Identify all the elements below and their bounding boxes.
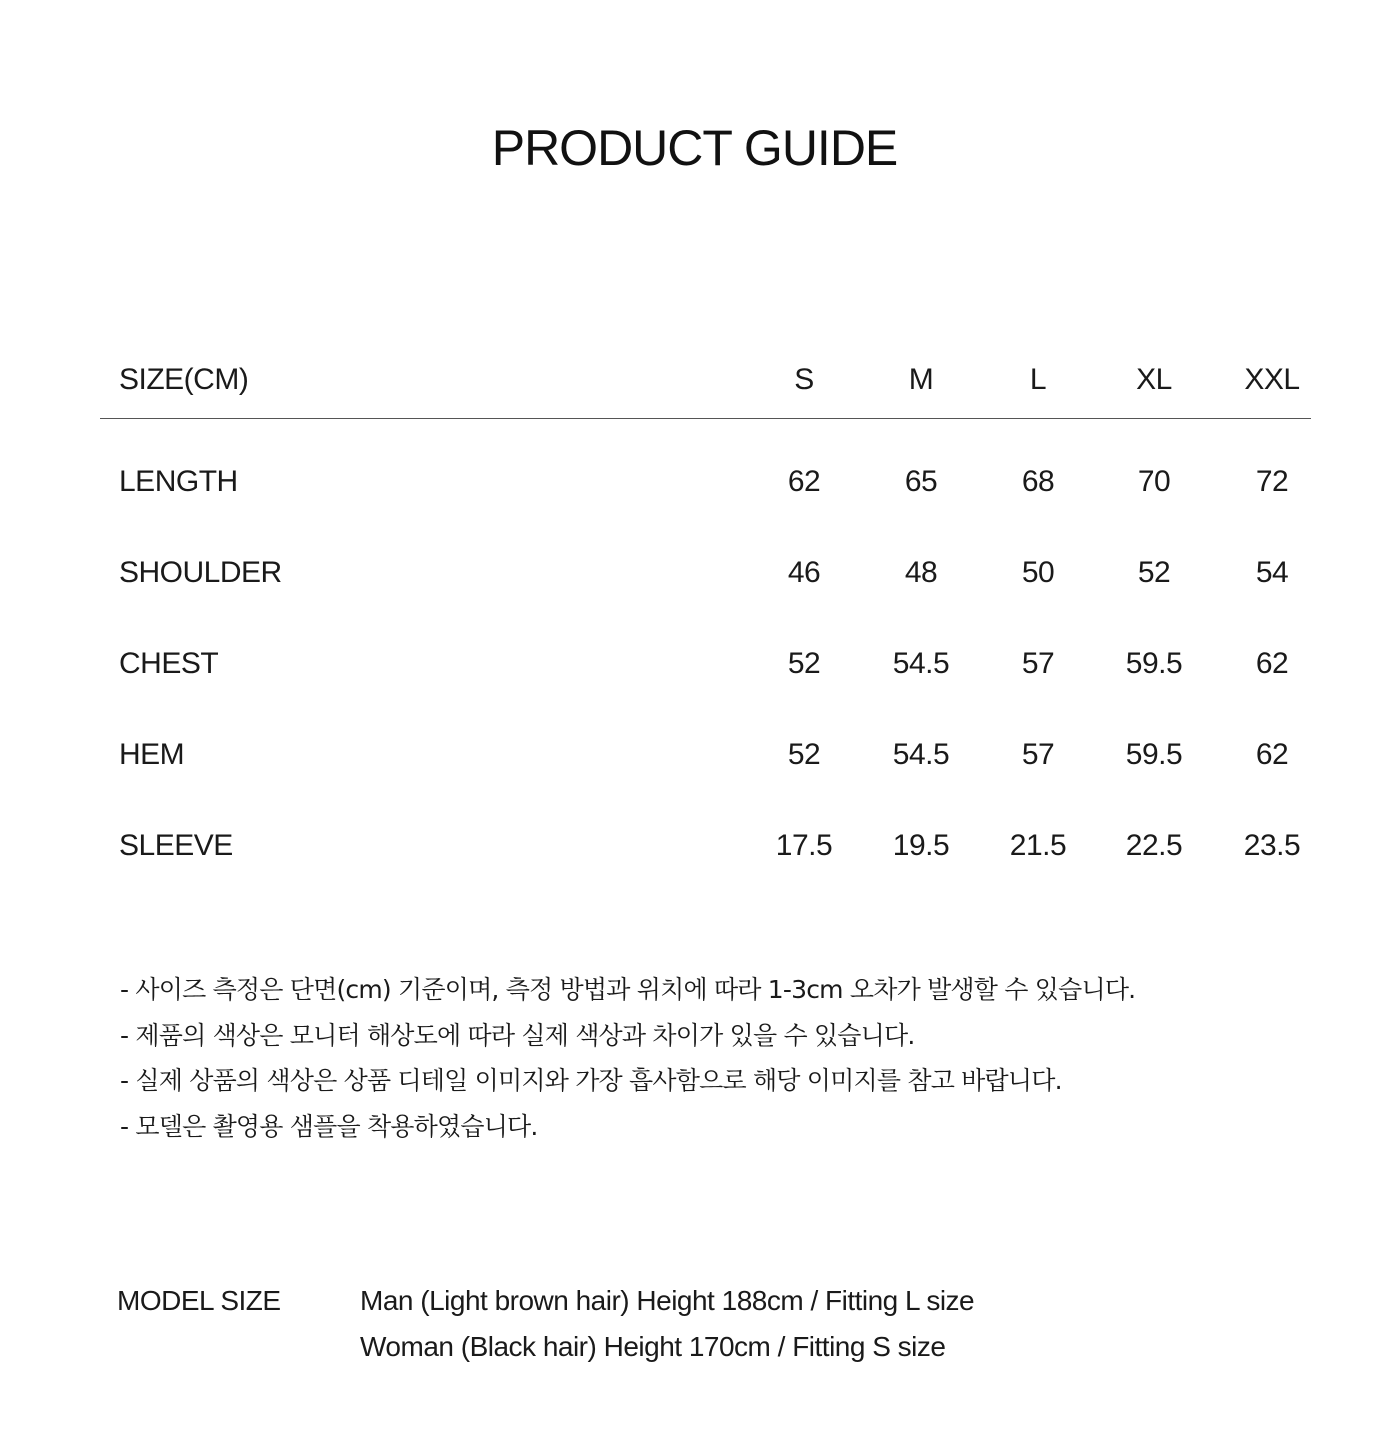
table-cell: 70 <box>1137 465 1171 498</box>
note-measurement: - 사이즈 측정은 단면(cm) 기준이며, 측정 방법과 위치에 따라 1-3cm 오차가 발생할 수 있습니다. <box>120 975 1136 1004</box>
table-cell: 54 <box>1255 556 1289 589</box>
table-cell: 19.5 <box>892 829 950 862</box>
table-cell: 59.5 <box>1125 647 1183 680</box>
size-table-header <box>100 352 1311 408</box>
table-row-hem <box>100 727 1311 818</box>
table-cell: 46 <box>787 556 821 589</box>
table-cell: 72 <box>1255 465 1289 498</box>
table-cell: 65 <box>904 465 938 498</box>
row-label: CHEST <box>119 647 219 680</box>
table-cell: 62 <box>787 465 821 498</box>
table-row-chest <box>100 636 1311 727</box>
table-cell: 57 <box>1021 647 1055 680</box>
table-cell: 50 <box>1021 556 1055 589</box>
table-cell: 62 <box>1255 647 1289 680</box>
row-label: SHOULDER <box>119 556 282 589</box>
header-label: SIZE(CM) <box>119 363 249 396</box>
row-label: HEM <box>119 738 185 771</box>
model-size-lines <box>360 1278 974 1370</box>
table-cell: 23.5 <box>1243 829 1301 862</box>
table-row-length <box>100 454 1311 545</box>
row-label: LENGTH <box>119 465 238 498</box>
table-cell: 52 <box>787 647 821 680</box>
note-model-sample: - 모델은 촬영용 샘플을 착용하였습니다. <box>120 1111 538 1141</box>
size-header-s: S <box>794 363 814 396</box>
table-cell: 21.5 <box>1009 829 1067 862</box>
table-cell: 17.5 <box>775 829 833 862</box>
size-header-m: M <box>908 363 934 396</box>
size-header-xl: XL <box>1136 363 1172 396</box>
size-header-xxl: XXL <box>1244 363 1300 396</box>
notes-list <box>120 967 1280 1149</box>
table-cell: 54.5 <box>892 738 950 771</box>
row-label: SLEEVE <box>119 829 233 862</box>
table-cell: 54.5 <box>892 647 950 680</box>
size-table-body <box>100 454 1311 909</box>
table-cell: 52 <box>1137 556 1171 589</box>
model-line-man: Man (Light brown hair) Height 188cm / Fitting L size <box>360 1285 975 1316</box>
header-divider <box>100 418 1311 419</box>
table-cell: 59.5 <box>1125 738 1183 771</box>
note-detail-image: - 실제 상품의 색상은 상품 디테일 이미지와 가장 흡사함으로 해당 이미지를 참고 바랍니다. <box>120 1066 1062 1095</box>
table-cell: 57 <box>1021 738 1055 771</box>
model-line-woman: Woman (Black hair) Height 170cm / Fitting S size <box>360 1331 946 1362</box>
table-cell: 68 <box>1021 465 1055 498</box>
table-cell: 22.5 <box>1125 829 1183 862</box>
note-monitor-color: - 제품의 색상은 모니터 해상도에 따라 실제 색상과 차이가 있을 수 있습니다. <box>120 1020 915 1050</box>
table-row-sleeve <box>100 818 1311 909</box>
table-row-shoulder <box>100 545 1311 636</box>
page-title: PRODUCT GUIDE <box>491 120 898 176</box>
table-cell: 62 <box>1255 738 1289 771</box>
table-cell: 48 <box>904 556 938 589</box>
model-size-label: MODEL SIZE <box>117 1285 281 1316</box>
size-header-l: L <box>1029 363 1047 396</box>
size-table <box>100 352 1311 862</box>
table-cell: 52 <box>787 738 821 771</box>
